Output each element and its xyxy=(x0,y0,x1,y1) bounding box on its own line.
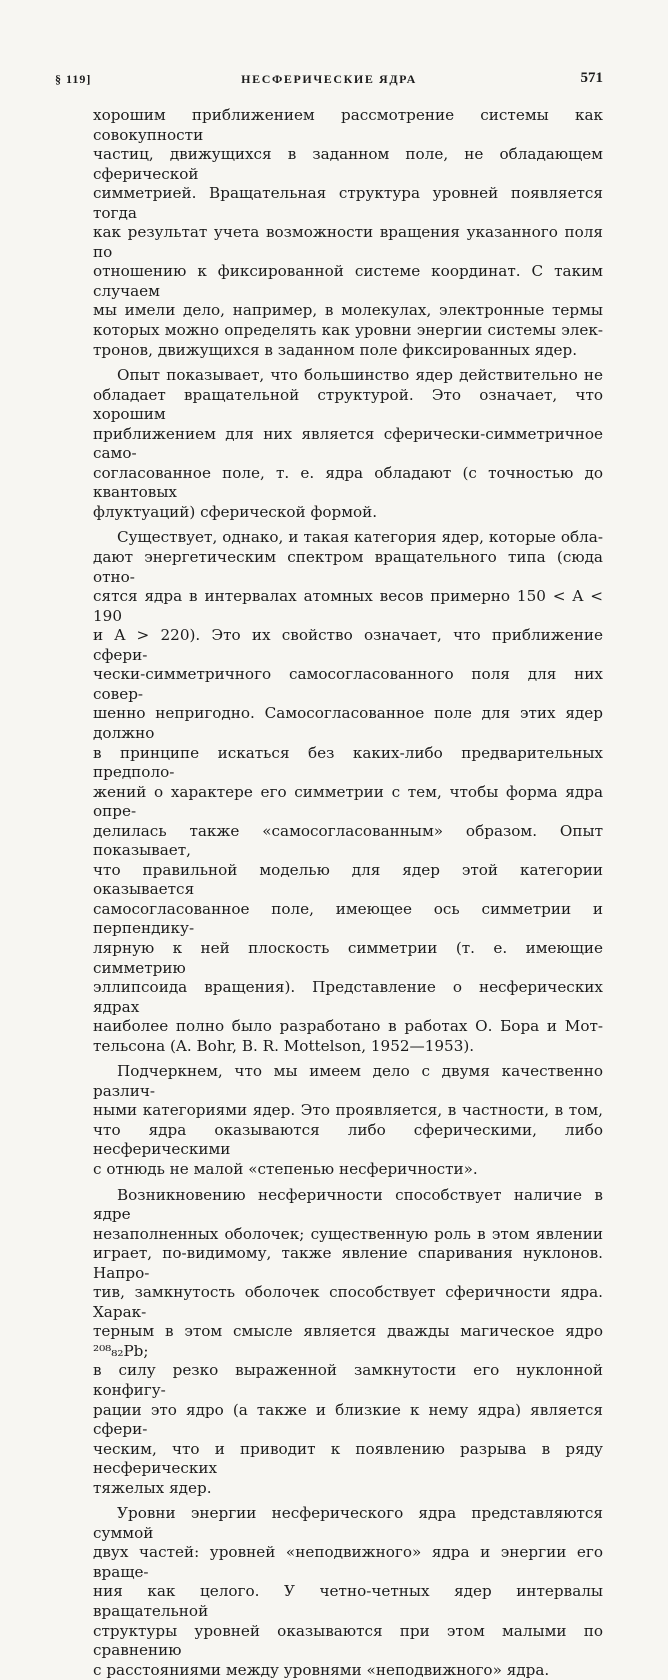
running-header xyxy=(55,72,603,92)
text-line: терным в этом смысле является дважды магическое ядро ²⁰⁸₈₂Pb; xyxy=(93,1322,603,1360)
text-line: структуры уровней оказываются при этом малыми по сравнению xyxy=(93,1621,603,1660)
text-line: обладает вращательной структурой. Это означает, что хорошим xyxy=(93,385,603,424)
text-line: приближением для них является сферически-симметричное само- xyxy=(93,424,603,463)
text-line: ния как целого. У четно-четных ядер интервалы вращательной xyxy=(93,1582,603,1621)
paragraph-6 xyxy=(93,1504,603,1680)
text-line: с расстояниями между уровнями «неподвижного» ядра. xyxy=(93,1660,550,1679)
text-line: симметрией. Вращательная структура уровней появляется тогда xyxy=(93,184,603,222)
text-line: с отнюдь не малой «степенью несферичности». xyxy=(93,1159,478,1178)
text-line: Существует, однако, и такая категория ядер, которые обла- xyxy=(117,528,603,547)
text-line: двух частей: уровней «неподвижного» ядра и энергии его враще- xyxy=(93,1543,603,1581)
text-line: Уровни энергии несферического ядра представляются суммой xyxy=(93,1504,603,1542)
text-line: отношению к фиксированной системе координат. С таким случаем xyxy=(93,262,603,300)
text-line: Подчеркнем, что мы имеем дело с двумя качественно различ- xyxy=(93,1062,603,1100)
text-line: чески-симметричного самосогласованного поля для них совер- xyxy=(93,665,603,703)
text-line: эллипсоида вращения). Представление о несферических ядрах xyxy=(93,978,603,1016)
text-line: делилась также «самосогласованным» образом. Опыт показывает, xyxy=(93,821,603,860)
text-line: как результат учета возможности вращения указанного поля по xyxy=(93,223,603,261)
text-line: которых можно определять как уровни энергии системы элек- xyxy=(93,321,603,340)
text-line: в принципе искаться без каких-либо предварительных предполо- xyxy=(93,743,603,782)
text-line: в силу резко выраженной замкнутости его нуклонной конфигу- xyxy=(93,1361,603,1399)
paragraph-1 xyxy=(93,106,603,360)
paragraph-5 xyxy=(93,1186,603,1499)
section-marker: § 119] xyxy=(55,72,92,86)
text-line: наиболее полно было разработано в работах О. Бора и Мот- xyxy=(93,1017,603,1036)
text-line: играет, по-видимому, также явление спаривания нуклонов. Напро- xyxy=(93,1244,603,1282)
text-line: сятся ядра в интервалах атомных весов примерно 150 < A < 190 xyxy=(93,587,603,625)
text-line: хорошим приближением рассмотрение системы как совокупности xyxy=(93,106,603,144)
text-line: мы имели дело, например, в молекулах, электронные термы xyxy=(93,301,603,320)
text-line: ными категориями ядер. Это проявляется, в частности, в том, xyxy=(93,1101,603,1120)
text-line: тяжелых ядер. xyxy=(93,1478,212,1497)
text-line: тельсона (A. Bohr, B. R. Mottelson, 1952—1953). xyxy=(93,1036,475,1055)
paragraph-3 xyxy=(93,528,603,1056)
text-line: тронов, движущихся в заданном поле фиксированных ядер. xyxy=(93,340,578,359)
text-line: тив, замкнутость оболочек способствует сферичности ядра. Харак- xyxy=(93,1283,603,1321)
body-text xyxy=(93,106,603,1680)
text-line: согласованное поле, т. е. ядра обладают (с точностью до квантовых xyxy=(93,463,603,502)
text-line: самосогласованное поле, имеющее ось симметрии и перпендику- xyxy=(93,899,603,938)
text-line: незаполненных оболочек; существенную роль в этом явлении xyxy=(93,1224,603,1243)
text-line: что правильной моделью для ядер этой категории оказывается xyxy=(93,860,603,899)
text-line: и A > 220). Это их свойство означает, что приближение сфери- xyxy=(93,626,603,664)
running-title: НЕСФЕРИЧЕСКИЕ ЯДРА xyxy=(241,72,417,86)
text-line: жений о характере его симметрии с тем, чтобы форма ядра опре- xyxy=(93,782,603,821)
text-line: ческим, что и приводит к появлению разрыва в ряду несферических xyxy=(93,1439,603,1478)
page-number: 571 xyxy=(580,70,603,86)
text-line: Опыт показывает, что большинство ядер действительно не xyxy=(117,366,603,385)
text-line: Возникновению несферичности способствует наличие в ядре xyxy=(93,1185,603,1224)
text-line: шенно непригодно. Самосогласованное поле для этих ядер должно xyxy=(93,704,603,742)
text-line: дают энергетическим спектром вращательного типа (сюда отно- xyxy=(93,548,603,586)
paragraph-2 xyxy=(93,366,603,522)
text-line: флуктуаций) сферической формой. xyxy=(93,502,378,521)
text-line: рации это ядро (а также и близкие к нему ядра) является сфери- xyxy=(93,1400,603,1439)
text-line: что ядра оказываются либо сферическими, либо несферическими xyxy=(93,1120,603,1159)
text-line: лярную к ней плоскость симметрии (т. е. имеющие симметрию xyxy=(93,938,603,977)
paragraph-4 xyxy=(93,1062,603,1179)
text-line: частиц, движущихся в заданном поле, не обладающем сферической xyxy=(93,145,603,183)
